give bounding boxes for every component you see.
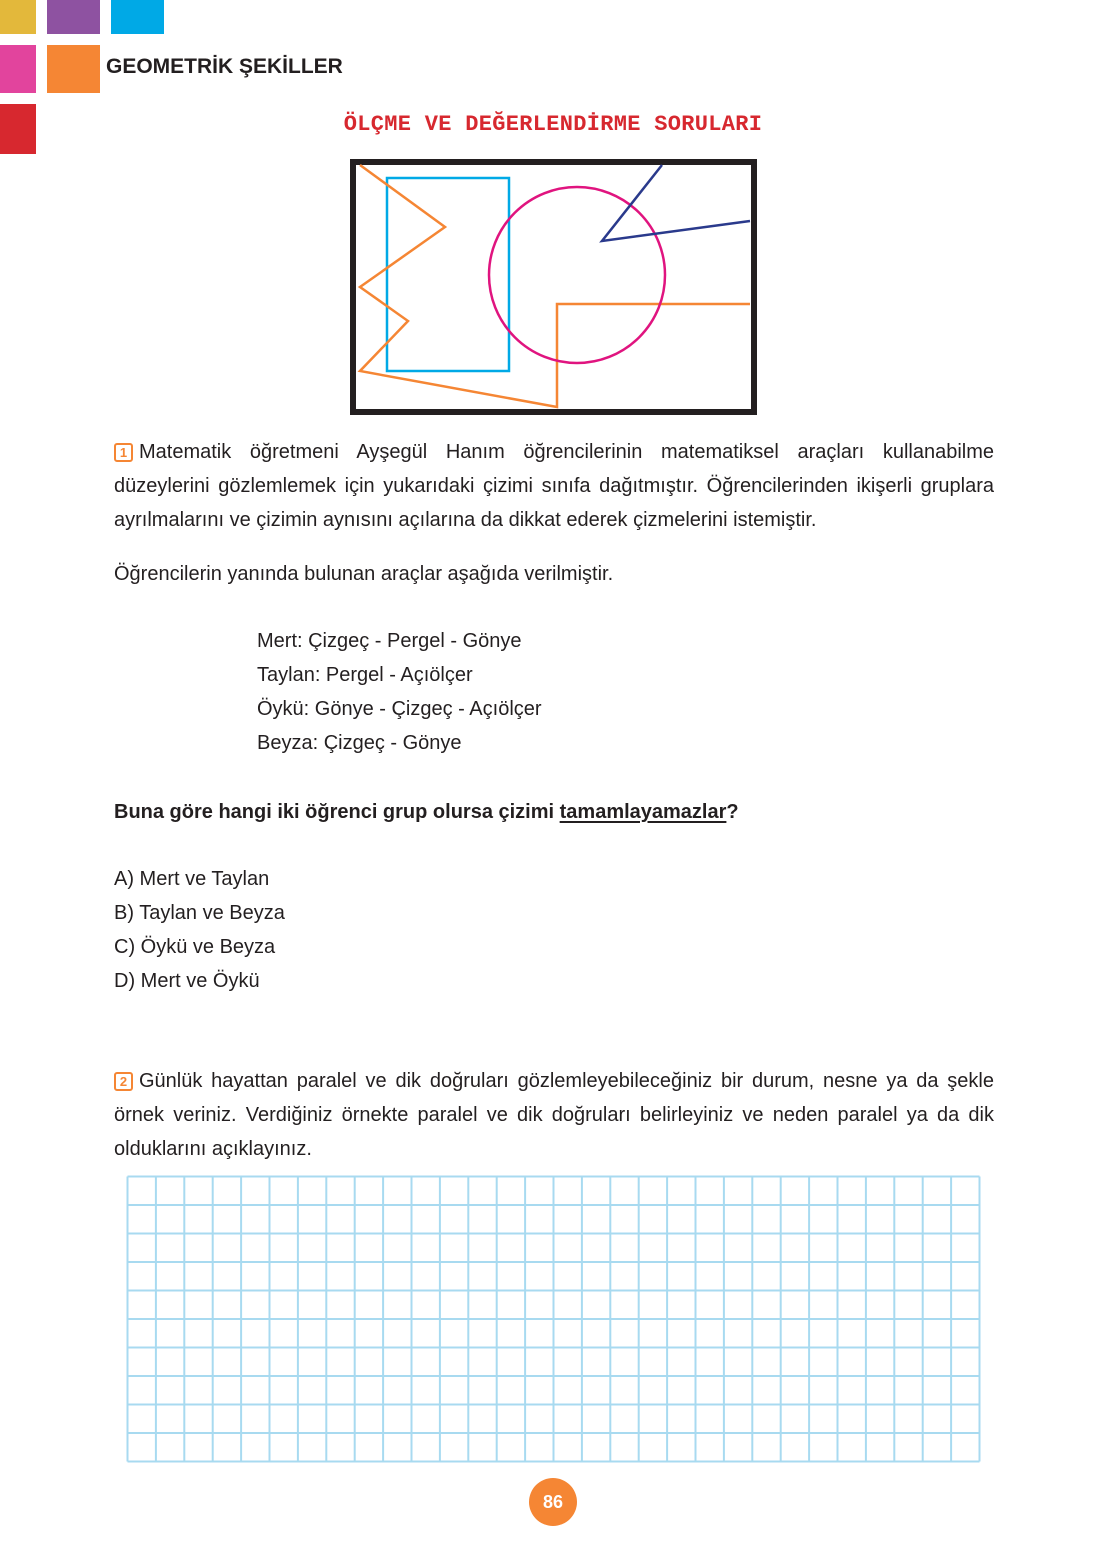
navy-angle — [602, 165, 750, 241]
question1-number-badge: 1 — [114, 443, 133, 462]
question1-prompt — [114, 795, 739, 829]
question1-body: Matematik öğretmeni Ayşegül Hanım öğrencilerinin matematiksel araçları kullanabilme düzeylerini gözlemlemek için yukarıdaki çizimi sınıfa dağıtmıştır. Öğrencilerinden ikişerli gruplara ayrılmalarını ve çizimin aynısını açılarına da dikkat ederek çizmelerini istemiştir. — [114, 441, 994, 531]
magenta-circle — [489, 187, 665, 363]
question1-prompt-end: ? — [726, 801, 739, 823]
question2-text — [114, 1064, 994, 1166]
option-c[interactable]: C) Öykü ve Beyza — [114, 936, 276, 958]
corner-square-pink — [0, 45, 36, 93]
figure-frame — [353, 162, 754, 412]
question2-number-badge: 2 — [114, 1072, 133, 1091]
page-number: 86 — [529, 1478, 577, 1526]
corner-square-orange — [47, 45, 100, 93]
option-a[interactable]: A) Mert ve Taylan — [114, 868, 270, 890]
tools-item-beyza: Beyza: Çizgeç - Gönye — [257, 732, 462, 754]
question1-prompt-start: Buna göre hangi iki öğrenci grup olursa çizimi — [114, 801, 560, 823]
answer-grid[interactable] — [126, 1175, 981, 1463]
corner-square-yellow — [0, 0, 36, 34]
chapter-title: GEOMETRİK ŞEKİLLER — [106, 55, 343, 78]
tools-list — [257, 624, 542, 760]
tools-intro: Öğrencilerin yanında bulunan araçlar aşağıda verilmiştir. — [114, 563, 614, 585]
option-b[interactable]: B) Taylan ve Beyza — [114, 902, 285, 924]
option-d[interactable]: D) Mert ve Öykü — [114, 970, 260, 992]
question1-text — [114, 435, 994, 537]
tools-item-oyku: Öykü: Gönye - Çizgeç - Açıölçer — [257, 698, 542, 720]
question1-prompt-underlined: tamamlayamazlar — [559, 801, 727, 823]
cyan-rectangle — [387, 178, 509, 371]
tools-item-mert: Mert: Çizgeç - Pergel - Gönye — [257, 630, 522, 652]
answer-options — [114, 862, 285, 998]
corner-square-purple — [47, 0, 100, 34]
question2-body: Günlük hayattan paralel ve dik doğruları gözlemleyebileceğiniz bir durum, nesne ya da şekle örnek veriniz. Verdiğiniz örnekte paralel ve dik doğruları belirleyiniz ve neden paralel ya da dik olduklarını açıklayınız. — [114, 1070, 994, 1160]
tools-item-taylan: Taylan: Pergel - Açıölçer — [257, 664, 473, 686]
section-title: ÖLÇME VE DEĞERLENDİRME SORULARI — [343, 112, 763, 137]
corner-square-blue — [111, 0, 164, 34]
geometry-figure — [350, 159, 758, 417]
